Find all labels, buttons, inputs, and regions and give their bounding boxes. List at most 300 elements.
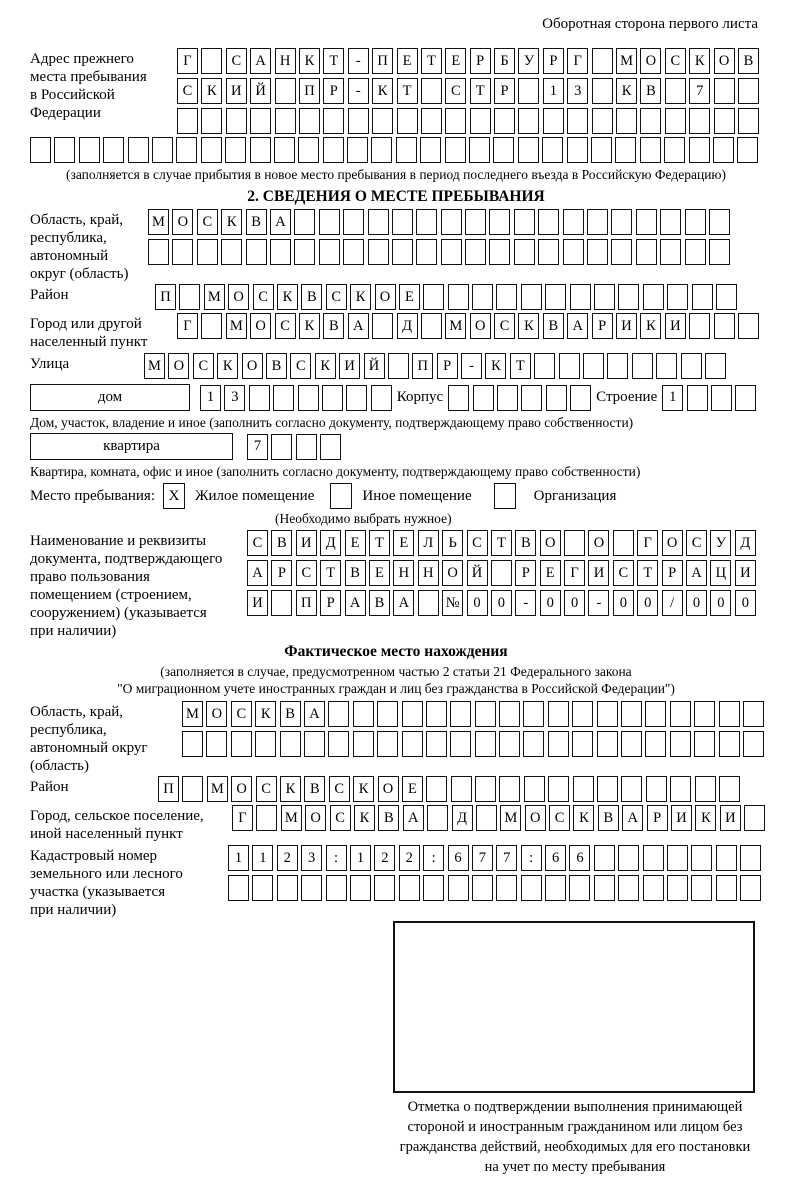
char-cell[interactable]: Д — [320, 530, 341, 556]
char-cell[interactable] — [475, 701, 496, 727]
char-cell[interactable]: К — [695, 805, 716, 831]
char-cell[interactable]: Д — [452, 805, 473, 831]
char-cell[interactable] — [567, 137, 588, 163]
char-cell[interactable]: 0 — [686, 590, 707, 616]
char-cell[interactable] — [621, 731, 642, 757]
char-cell[interactable] — [496, 875, 517, 901]
char-cell[interactable]: Р — [647, 805, 668, 831]
char-cell[interactable] — [30, 137, 51, 163]
char-cell[interactable]: О — [525, 805, 546, 831]
char-cell[interactable]: С — [231, 701, 252, 727]
char-cell[interactable] — [423, 284, 444, 310]
char-cell[interactable] — [636, 239, 657, 265]
char-cell[interactable]: Л — [418, 530, 439, 556]
char-cell[interactable] — [328, 731, 349, 757]
char-cell[interactable] — [128, 137, 149, 163]
char-cell[interactable]: М — [445, 313, 466, 339]
char-cell[interactable]: Е — [402, 776, 423, 802]
char-cell[interactable] — [744, 805, 765, 831]
char-cell[interactable] — [274, 137, 295, 163]
char-cell[interactable]: С — [296, 560, 317, 586]
char-cell[interactable]: А — [622, 805, 643, 831]
char-cell[interactable]: Т — [637, 560, 658, 586]
char-cell[interactable] — [499, 776, 520, 802]
char-cell[interactable]: И — [296, 530, 317, 556]
char-cell[interactable] — [298, 385, 319, 411]
char-cell[interactable]: И — [588, 560, 609, 586]
char-cell[interactable]: Й — [250, 78, 271, 104]
char-cell[interactable]: 7 — [689, 78, 710, 104]
char-cell[interactable]: А — [345, 590, 366, 616]
char-cell[interactable] — [643, 284, 664, 310]
char-cell[interactable] — [738, 78, 759, 104]
char-cell[interactable]: Г — [177, 313, 198, 339]
char-cell[interactable] — [489, 209, 510, 235]
char-cell[interactable]: 0 — [710, 590, 731, 616]
char-cell[interactable] — [399, 875, 420, 901]
char-cell[interactable] — [450, 701, 471, 727]
char-cell[interactable] — [667, 875, 688, 901]
char-cell[interactable] — [709, 209, 730, 235]
char-cell[interactable] — [79, 137, 100, 163]
char-cell[interactable]: № — [442, 590, 463, 616]
char-cell[interactable]: Т — [510, 353, 531, 379]
char-cell[interactable]: О — [375, 284, 396, 310]
char-cell[interactable] — [538, 239, 559, 265]
char-cell[interactable]: О — [172, 209, 193, 235]
char-cell[interactable]: А — [250, 48, 271, 74]
char-cell[interactable]: Г — [564, 560, 585, 586]
char-cell[interactable]: В — [738, 48, 759, 74]
char-cell[interactable]: Г — [177, 48, 198, 74]
char-cell[interactable] — [646, 776, 667, 802]
char-cell[interactable]: Й — [364, 353, 385, 379]
char-cell[interactable] — [319, 239, 340, 265]
char-cell[interactable]: В — [304, 776, 325, 802]
char-cell[interactable] — [518, 78, 539, 104]
char-cell[interactable]: О — [228, 284, 249, 310]
char-cell[interactable] — [271, 590, 292, 616]
char-cell[interactable] — [472, 875, 493, 901]
char-cell[interactable] — [694, 731, 715, 757]
char-cell[interactable] — [450, 731, 471, 757]
char-cell[interactable] — [228, 875, 249, 901]
char-cell[interactable] — [322, 385, 343, 411]
char-cell[interactable] — [353, 731, 374, 757]
char-cell[interactable]: 0 — [467, 590, 488, 616]
char-cell[interactable]: М — [226, 313, 247, 339]
char-cell[interactable] — [534, 353, 555, 379]
char-cell[interactable]: - — [348, 48, 369, 74]
char-cell[interactable]: Г — [232, 805, 253, 831]
char-cell[interactable] — [587, 209, 608, 235]
char-cell[interactable]: 6 — [448, 845, 469, 871]
char-cell[interactable]: - — [348, 78, 369, 104]
char-cell[interactable] — [681, 353, 702, 379]
char-cell[interactable] — [494, 108, 515, 134]
char-cell[interactable]: 1 — [200, 385, 221, 411]
char-cell[interactable]: К — [201, 78, 222, 104]
char-cell[interactable]: - — [515, 590, 536, 616]
char-cell[interactable]: Г — [567, 48, 588, 74]
char-cell[interactable]: М — [204, 284, 225, 310]
char-cell[interactable]: Р — [320, 590, 341, 616]
char-cell[interactable]: И — [616, 313, 637, 339]
char-cell[interactable] — [421, 78, 442, 104]
char-cell[interactable] — [301, 875, 322, 901]
char-cell[interactable]: П — [412, 353, 433, 379]
char-cell[interactable] — [643, 875, 664, 901]
char-cell[interactable]: 3 — [567, 78, 588, 104]
char-cell[interactable] — [374, 875, 395, 901]
char-cell[interactable] — [559, 353, 580, 379]
char-cell[interactable]: В — [266, 353, 287, 379]
char-cell[interactable] — [737, 137, 758, 163]
char-cell[interactable]: К — [354, 805, 375, 831]
char-cell[interactable] — [570, 385, 591, 411]
char-cell[interactable]: С — [275, 313, 296, 339]
char-cell[interactable]: Р — [543, 48, 564, 74]
char-cell[interactable]: 7 — [496, 845, 517, 871]
char-cell[interactable] — [667, 284, 688, 310]
char-cell[interactable]: С — [326, 284, 347, 310]
char-cell[interactable]: К — [616, 78, 637, 104]
char-cell[interactable] — [573, 776, 594, 802]
char-cell[interactable] — [397, 108, 418, 134]
char-cell[interactable] — [103, 137, 124, 163]
char-cell[interactable] — [523, 731, 544, 757]
char-cell[interactable]: А — [247, 560, 268, 586]
char-cell[interactable]: Т — [323, 48, 344, 74]
char-cell[interactable] — [177, 108, 198, 134]
char-cell[interactable]: 1 — [228, 845, 249, 871]
char-cell[interactable] — [714, 108, 735, 134]
char-cell[interactable]: С — [686, 530, 707, 556]
char-cell[interactable] — [392, 239, 413, 265]
char-cell[interactable]: О — [206, 701, 227, 727]
char-cell[interactable] — [689, 313, 710, 339]
char-cell[interactable] — [353, 701, 374, 727]
char-cell[interactable] — [543, 108, 564, 134]
char-cell[interactable] — [418, 590, 439, 616]
char-cell[interactable] — [416, 209, 437, 235]
char-cell[interactable] — [448, 875, 469, 901]
char-cell[interactable]: Е — [445, 48, 466, 74]
char-cell[interactable] — [320, 434, 341, 460]
char-cell[interactable] — [225, 137, 246, 163]
char-cell[interactable]: Е — [399, 284, 420, 310]
char-cell[interactable] — [465, 209, 486, 235]
char-cell[interactable]: 0 — [564, 590, 585, 616]
char-cell[interactable] — [343, 209, 364, 235]
char-cell[interactable]: А — [393, 590, 414, 616]
char-cell[interactable] — [392, 209, 413, 235]
char-cell[interactable]: 0 — [540, 590, 561, 616]
char-cell[interactable] — [197, 239, 218, 265]
char-cell[interactable]: О — [305, 805, 326, 831]
char-cell[interactable] — [423, 875, 444, 901]
char-cell[interactable]: О — [470, 313, 491, 339]
char-cell[interactable]: М — [616, 48, 637, 74]
char-cell[interactable]: Р — [437, 353, 458, 379]
char-cell[interactable] — [497, 385, 518, 411]
char-cell[interactable]: М — [281, 805, 302, 831]
char-cell[interactable] — [521, 875, 542, 901]
char-cell[interactable] — [255, 731, 276, 757]
char-cell[interactable] — [719, 731, 740, 757]
char-cell[interactable]: 2 — [277, 845, 298, 871]
char-cell[interactable] — [716, 284, 737, 310]
char-cell[interactable]: К — [640, 313, 661, 339]
char-cell[interactable]: - — [588, 590, 609, 616]
char-cell[interactable]: : — [423, 845, 444, 871]
char-cell[interactable]: О — [442, 560, 463, 586]
char-cell[interactable]: А — [348, 313, 369, 339]
char-cell[interactable]: 0 — [735, 590, 756, 616]
char-cell[interactable] — [470, 108, 491, 134]
char-cell[interactable] — [343, 239, 364, 265]
char-cell[interactable] — [451, 776, 472, 802]
char-cell[interactable]: С — [197, 209, 218, 235]
char-cell[interactable]: О — [640, 48, 661, 74]
char-cell[interactable] — [597, 731, 618, 757]
char-cell[interactable]: В — [598, 805, 619, 831]
char-cell[interactable]: Р — [470, 48, 491, 74]
char-cell[interactable] — [298, 137, 319, 163]
char-cell[interactable] — [201, 137, 222, 163]
char-cell[interactable] — [738, 108, 759, 134]
char-cell[interactable]: К — [518, 313, 539, 339]
char-cell[interactable] — [611, 209, 632, 235]
char-cell[interactable]: С — [330, 805, 351, 831]
char-cell[interactable] — [441, 239, 462, 265]
char-cell[interactable]: С — [329, 776, 350, 802]
char-cell[interactable] — [273, 385, 294, 411]
char-cell[interactable] — [448, 284, 469, 310]
char-cell[interactable] — [618, 845, 639, 871]
char-cell[interactable]: П — [299, 78, 320, 104]
char-cell[interactable] — [368, 239, 389, 265]
char-cell[interactable] — [514, 239, 535, 265]
char-cell[interactable]: 1 — [662, 385, 683, 411]
char-cell[interactable] — [689, 108, 710, 134]
char-cell[interactable] — [592, 108, 613, 134]
char-cell[interactable] — [172, 239, 193, 265]
char-cell[interactable]: К — [372, 78, 393, 104]
char-cell[interactable]: В — [271, 530, 292, 556]
char-cell[interactable] — [294, 209, 315, 235]
char-cell[interactable]: А — [270, 209, 291, 235]
char-cell[interactable] — [328, 701, 349, 727]
char-cell[interactable]: Д — [735, 530, 756, 556]
char-cell[interactable] — [523, 701, 544, 727]
char-cell[interactable] — [377, 731, 398, 757]
char-cell[interactable]: Т — [397, 78, 418, 104]
char-cell[interactable]: С — [193, 353, 214, 379]
char-cell[interactable] — [572, 731, 593, 757]
char-cell[interactable] — [645, 731, 666, 757]
char-cell[interactable]: 1 — [350, 845, 371, 871]
char-cell[interactable] — [621, 776, 642, 802]
char-cell[interactable]: О — [242, 353, 263, 379]
char-cell[interactable]: 0 — [491, 590, 512, 616]
char-cell[interactable]: Ь — [442, 530, 463, 556]
char-cell[interactable] — [152, 137, 173, 163]
char-cell[interactable] — [368, 209, 389, 235]
char-cell[interactable]: 2 — [399, 845, 420, 871]
char-cell[interactable] — [740, 875, 761, 901]
char-cell[interactable] — [591, 137, 612, 163]
char-cell[interactable]: К — [350, 284, 371, 310]
char-cell[interactable]: Г — [637, 530, 658, 556]
char-cell[interactable]: И — [226, 78, 247, 104]
char-cell[interactable] — [738, 313, 759, 339]
char-cell[interactable]: : — [521, 845, 542, 871]
char-cell[interactable] — [472, 284, 493, 310]
char-cell[interactable]: 7 — [472, 845, 493, 871]
char-cell[interactable]: Б — [494, 48, 515, 74]
char-cell[interactable] — [607, 353, 628, 379]
char-cell[interactable]: М — [182, 701, 203, 727]
char-cell[interactable]: И — [671, 805, 692, 831]
char-cell[interactable] — [475, 776, 496, 802]
char-cell[interactable]: Т — [470, 78, 491, 104]
char-cell[interactable] — [420, 137, 441, 163]
char-cell[interactable] — [548, 701, 569, 727]
char-cell[interactable] — [226, 108, 247, 134]
char-cell[interactable]: М — [500, 805, 521, 831]
char-cell[interactable]: 0 — [637, 590, 658, 616]
char-cell[interactable] — [249, 385, 270, 411]
char-cell[interactable]: С — [549, 805, 570, 831]
char-cell[interactable] — [441, 209, 462, 235]
char-cell[interactable]: И — [735, 560, 756, 586]
char-cell[interactable] — [201, 48, 222, 74]
char-cell[interactable] — [692, 284, 713, 310]
char-cell[interactable] — [388, 353, 409, 379]
char-cell[interactable] — [445, 137, 466, 163]
char-cell[interactable] — [670, 776, 691, 802]
char-cell[interactable] — [473, 385, 494, 411]
char-cell[interactable]: У — [710, 530, 731, 556]
char-cell[interactable]: С — [290, 353, 311, 379]
char-cell[interactable] — [618, 875, 639, 901]
char-cell[interactable]: О — [662, 530, 683, 556]
char-cell[interactable]: 2 — [374, 845, 395, 871]
char-cell[interactable] — [475, 731, 496, 757]
char-cell[interactable] — [713, 137, 734, 163]
char-cell[interactable] — [594, 284, 615, 310]
char-cell[interactable] — [587, 239, 608, 265]
char-cell[interactable]: В — [246, 209, 267, 235]
char-cell[interactable] — [469, 137, 490, 163]
char-cell[interactable] — [615, 137, 636, 163]
char-cell[interactable] — [491, 560, 512, 586]
char-cell[interactable] — [613, 530, 634, 556]
char-cell[interactable] — [416, 239, 437, 265]
char-cell[interactable] — [583, 353, 604, 379]
char-cell[interactable] — [709, 239, 730, 265]
char-cell[interactable] — [545, 284, 566, 310]
char-cell[interactable]: С — [445, 78, 466, 104]
char-cell[interactable] — [685, 209, 706, 235]
char-cell[interactable]: Й — [467, 560, 488, 586]
char-cell[interactable] — [667, 845, 688, 871]
char-cell[interactable] — [231, 731, 252, 757]
char-cell[interactable]: Т — [320, 560, 341, 586]
char-cell[interactable] — [563, 239, 584, 265]
char-cell[interactable]: К — [315, 353, 336, 379]
char-cell[interactable]: К — [255, 701, 276, 727]
char-cell[interactable]: 7 — [247, 434, 268, 460]
char-cell[interactable] — [518, 108, 539, 134]
char-cell[interactable]: А — [567, 313, 588, 339]
char-cell[interactable] — [448, 385, 469, 411]
char-cell[interactable]: О — [540, 530, 561, 556]
char-cell[interactable] — [201, 108, 222, 134]
char-cell[interactable]: В — [280, 701, 301, 727]
char-cell[interactable] — [564, 530, 585, 556]
char-cell[interactable]: В — [345, 560, 366, 586]
char-cell[interactable] — [743, 701, 764, 727]
char-cell[interactable] — [705, 353, 726, 379]
char-cell[interactable]: Т — [369, 530, 390, 556]
char-cell[interactable] — [569, 875, 590, 901]
char-cell[interactable] — [597, 776, 618, 802]
char-cell[interactable] — [636, 209, 657, 235]
char-cell[interactable] — [280, 731, 301, 757]
char-cell[interactable]: В — [515, 530, 536, 556]
char-cell[interactable] — [496, 284, 517, 310]
char-cell[interactable] — [427, 805, 448, 831]
char-cell[interactable] — [665, 108, 686, 134]
char-cell[interactable]: Р — [515, 560, 536, 586]
char-cell[interactable] — [594, 875, 615, 901]
char-cell[interactable] — [570, 284, 591, 310]
char-cell[interactable] — [426, 731, 447, 757]
char-cell[interactable]: О — [168, 353, 189, 379]
char-cell[interactable] — [246, 239, 267, 265]
char-cell[interactable]: П — [155, 284, 176, 310]
char-cell[interactable] — [421, 108, 442, 134]
char-cell[interactable] — [592, 78, 613, 104]
char-cell[interactable] — [740, 845, 761, 871]
char-cell[interactable] — [256, 805, 277, 831]
char-cell[interactable]: Е — [540, 560, 561, 586]
char-cell[interactable] — [347, 137, 368, 163]
char-cell[interactable] — [689, 137, 710, 163]
char-cell[interactable] — [304, 731, 325, 757]
char-cell[interactable]: К — [689, 48, 710, 74]
char-cell[interactable] — [685, 239, 706, 265]
char-cell[interactable] — [538, 209, 559, 235]
char-cell[interactable]: 3 — [224, 385, 245, 411]
char-cell[interactable] — [645, 701, 666, 727]
char-cell[interactable] — [643, 845, 664, 871]
char-cell[interactable] — [545, 875, 566, 901]
char-cell[interactable]: И — [247, 590, 268, 616]
char-cell[interactable]: П — [372, 48, 393, 74]
char-cell[interactable] — [694, 701, 715, 727]
char-cell[interactable] — [670, 731, 691, 757]
char-cell[interactable] — [594, 845, 615, 871]
char-cell[interactable] — [489, 239, 510, 265]
char-cell[interactable] — [372, 108, 393, 134]
char-cell[interactable]: Е — [369, 560, 390, 586]
char-cell[interactable]: И — [339, 353, 360, 379]
char-cell[interactable] — [521, 385, 542, 411]
char-cell[interactable] — [546, 385, 567, 411]
